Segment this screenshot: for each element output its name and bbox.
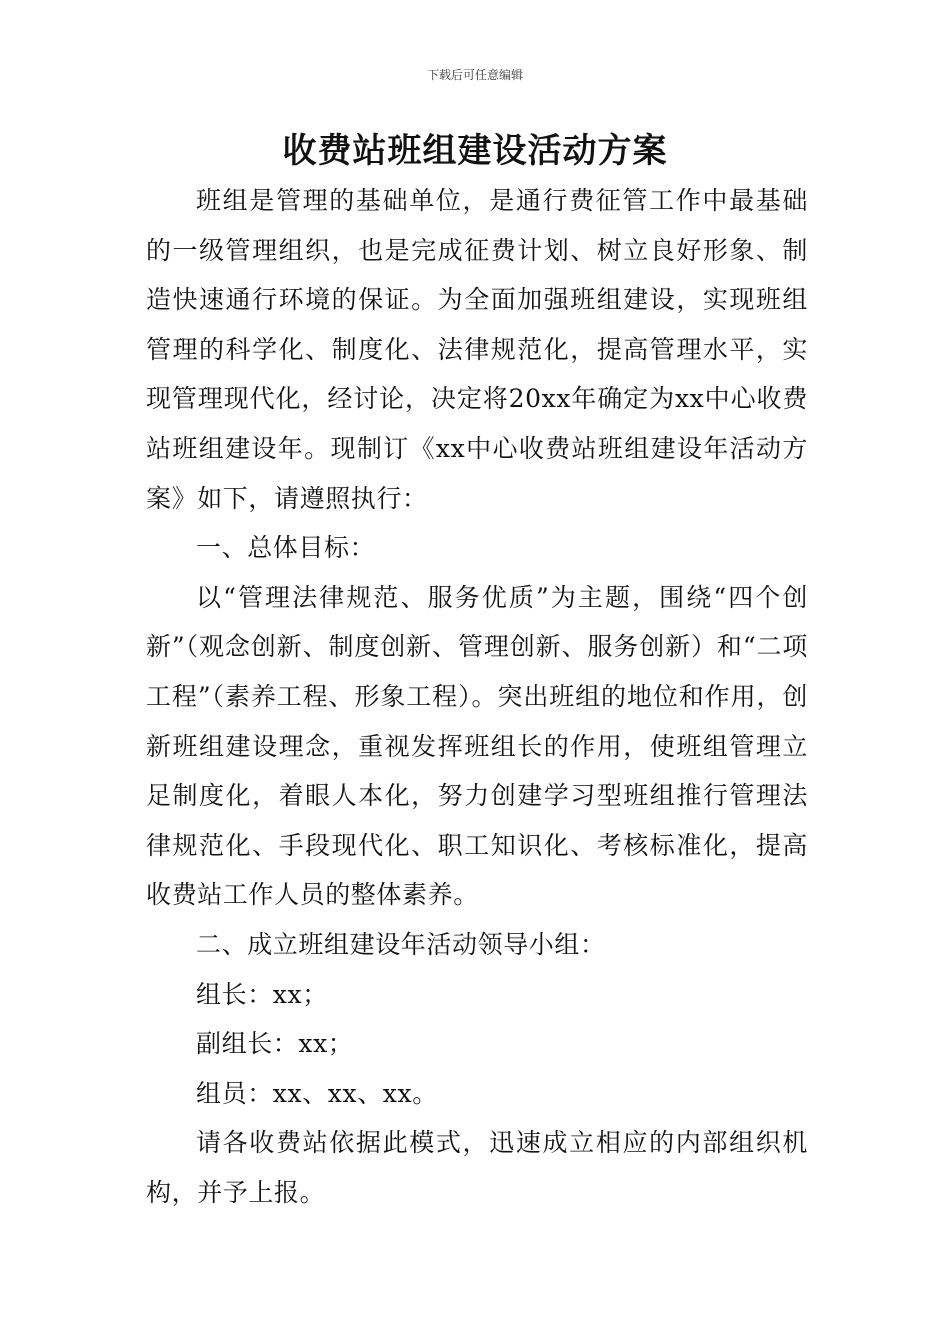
header-note: 下载后可任意编辑 bbox=[426, 68, 523, 82]
section-heading-leadership: 二、成立班组建设年活动领导小组： bbox=[196, 929, 606, 959]
section-heading-goals: 一、总体目标： bbox=[196, 533, 376, 563]
document-body bbox=[146, 176, 808, 1217]
intro-paragraph: 班组是管理的基础单位，是通行费征管工作中最基础的一级管理组织，也是完成征费计划、树立良好形象、制造快速通行环境的保证。为全面加强班组建设，实现班组管理的科学化、制度化、法律规范化，提高管理水平，实现管理现代化，经讨论，决定将20xx年确定为xx中心收费站班组建设年。现制订《xx中心收费站班组建设年活动方案》如下，请遵照执行： bbox=[146, 186, 808, 513]
leader-line: 组长：xx； bbox=[196, 979, 328, 1009]
deputy-leader-line: 副组长：xx； bbox=[196, 1029, 354, 1059]
document-title: 收费站班组建设活动方案 bbox=[282, 131, 668, 171]
goals-paragraph: 以“管理法律规范、服务优质”为主题，围绕“四个创新”（观念创新、制度创新、管理创新、服务创新）和“二项工程”（素养工程、形象工程）。突出班组的地位和作用，创新班组建设理念，重视发挥班组长的作用，使班组管理立足制度化，着眼人本化，努力创建学习型班组推行管理法律规范化、手段现代化、职工知识化、考核标准化，提高收费站工作人员的整体素养。 bbox=[146, 582, 808, 910]
closing-paragraph: 请各收费站依据此模式，迅速成立相应的内部组织机构，并予上报。 bbox=[146, 1128, 808, 1207]
members-line: 组员：xx、xx、xx。 bbox=[196, 1078, 438, 1108]
